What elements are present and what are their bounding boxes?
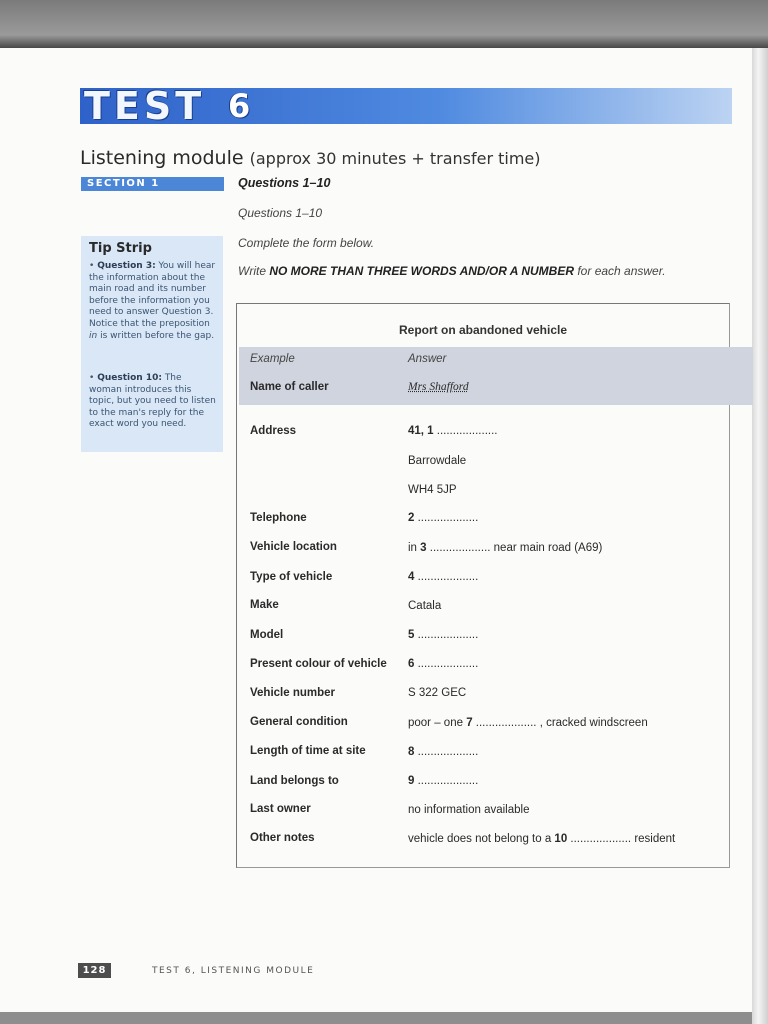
q9-number: 9	[408, 775, 415, 787]
tip-label: Question 10:	[97, 373, 162, 383]
answer-prefix: vehicle does not belong to a	[408, 833, 555, 845]
answer-blank: ...................	[426, 542, 491, 554]
page-edge	[752, 48, 768, 1024]
location-label: Vehicle location	[250, 541, 337, 553]
land-owner-label: Land belongs to	[250, 775, 339, 787]
address-line-3: WH4 5JP	[408, 484, 457, 496]
caller-label: Name of caller	[250, 381, 329, 393]
instruction-write-bold: NO MORE THAN THREE WORDS AND/OR A NUMBER	[269, 264, 575, 278]
example-band	[239, 347, 753, 405]
answer-blank: ...................	[414, 512, 479, 524]
telephone-label: Telephone	[250, 512, 307, 524]
form-title: Report on abandoned vehicle	[398, 323, 568, 337]
q7-number: 7	[466, 717, 473, 729]
answer-suffix: resident	[631, 833, 676, 845]
report-form	[236, 303, 730, 868]
answer-blank: ...................	[567, 833, 632, 845]
module-title-sub: (approx 30 minutes + transfer time)	[249, 149, 541, 168]
colour-label: Present colour of vehicle	[250, 658, 387, 670]
vehicle-type-answer	[408, 570, 478, 585]
scanner-bottom-edge	[0, 1012, 752, 1024]
q5-number: 5	[408, 629, 415, 641]
test-banner-title: TEST	[84, 84, 206, 128]
answer-blank: ...................	[414, 571, 479, 583]
vehicle-number-value: S 322 GEC	[408, 687, 467, 699]
q1-number: 41, 1	[408, 425, 434, 437]
answer-blank: ...................	[472, 717, 537, 729]
tip-bullet: •	[89, 373, 95, 383]
test-banner-number: 6	[228, 87, 251, 125]
q6-number: 6	[408, 658, 415, 670]
last-owner-label: Last owner	[250, 803, 311, 815]
caller-value: Mrs Shafford	[408, 381, 469, 393]
colour-answer	[408, 657, 478, 672]
instruction-write-suffix: for each answer.	[574, 264, 666, 278]
tip-emphasis: in	[89, 330, 98, 341]
time-at-site-answer	[408, 745, 478, 760]
vehicle-number-label: Vehicle number	[250, 687, 336, 699]
page-number: 128	[78, 963, 111, 978]
make-value: Catala	[408, 600, 442, 612]
scanner-top-edge	[0, 0, 768, 50]
tip-text: The woman introduces this topic, but you need to listen to the man's reply for the exact word you need.	[89, 373, 216, 430]
q8-number: 8	[408, 746, 415, 758]
vehicle-type-label: Type of vehicle	[250, 571, 333, 583]
q10-number: 10	[554, 833, 568, 845]
tip-item-question-10	[89, 373, 217, 431]
location-answer	[408, 541, 602, 556]
q2-number: 2	[408, 512, 415, 524]
tip-bullet: •	[89, 261, 95, 271]
answer-blank: ...................	[414, 746, 479, 758]
example-label: Example	[250, 353, 295, 365]
time-at-site-label: Length of time at site	[250, 745, 366, 757]
questions-heading: Questions 1–10	[238, 176, 331, 190]
other-notes-answer	[408, 832, 675, 847]
make-label: Make	[250, 599, 279, 611]
instruction-write-prefix: Write	[238, 264, 270, 278]
answer-suffix: near main road (A69)	[490, 542, 603, 554]
module-title	[80, 146, 541, 171]
instruction-word-limit	[238, 263, 666, 279]
q3-number: 3	[420, 542, 427, 554]
answer-blank: ...................	[414, 629, 479, 641]
answer-blank: ...................	[433, 425, 498, 437]
answer-prefix: in	[408, 542, 421, 554]
module-title-main: Listening module	[80, 147, 244, 169]
land-owner-answer	[408, 774, 478, 789]
tip-text-2: is written before the gap.	[97, 330, 215, 341]
instruction-questions: Questions 1–10	[238, 206, 323, 220]
tip-strip-title: Tip Strip	[89, 241, 152, 256]
address-label: Address	[250, 425, 297, 437]
q4-number: 4	[408, 571, 415, 583]
answer-blank: ...................	[414, 658, 479, 670]
answer-blank: ...................	[414, 775, 479, 787]
running-footer: TEST 6, LISTENING MODULE	[152, 966, 315, 976]
tip-strip	[81, 236, 223, 452]
condition-label: General condition	[250, 716, 348, 728]
last-owner-value: no information available	[408, 804, 530, 816]
model-answer	[408, 628, 478, 643]
telephone-answer	[408, 511, 478, 526]
answer-prefix: poor – one	[408, 717, 467, 729]
address-line-2: Barrowdale	[408, 455, 467, 467]
tip-text: You will hear the information about the main road and its number before the information you need to answer Question 3. Notice that the preposition	[89, 261, 216, 329]
answer-label: Answer	[408, 353, 447, 365]
section-badge: SECTION 1	[81, 177, 224, 191]
model-label: Model	[250, 629, 284, 641]
answer-suffix: , cracked windscreen	[536, 717, 648, 729]
other-notes-label: Other notes	[250, 832, 315, 844]
condition-answer	[408, 716, 648, 731]
address-answer	[408, 424, 497, 439]
tip-item-question-3	[89, 261, 217, 342]
instruction-complete: Complete the form below.	[238, 236, 375, 250]
tip-label: Question 3:	[97, 261, 156, 271]
